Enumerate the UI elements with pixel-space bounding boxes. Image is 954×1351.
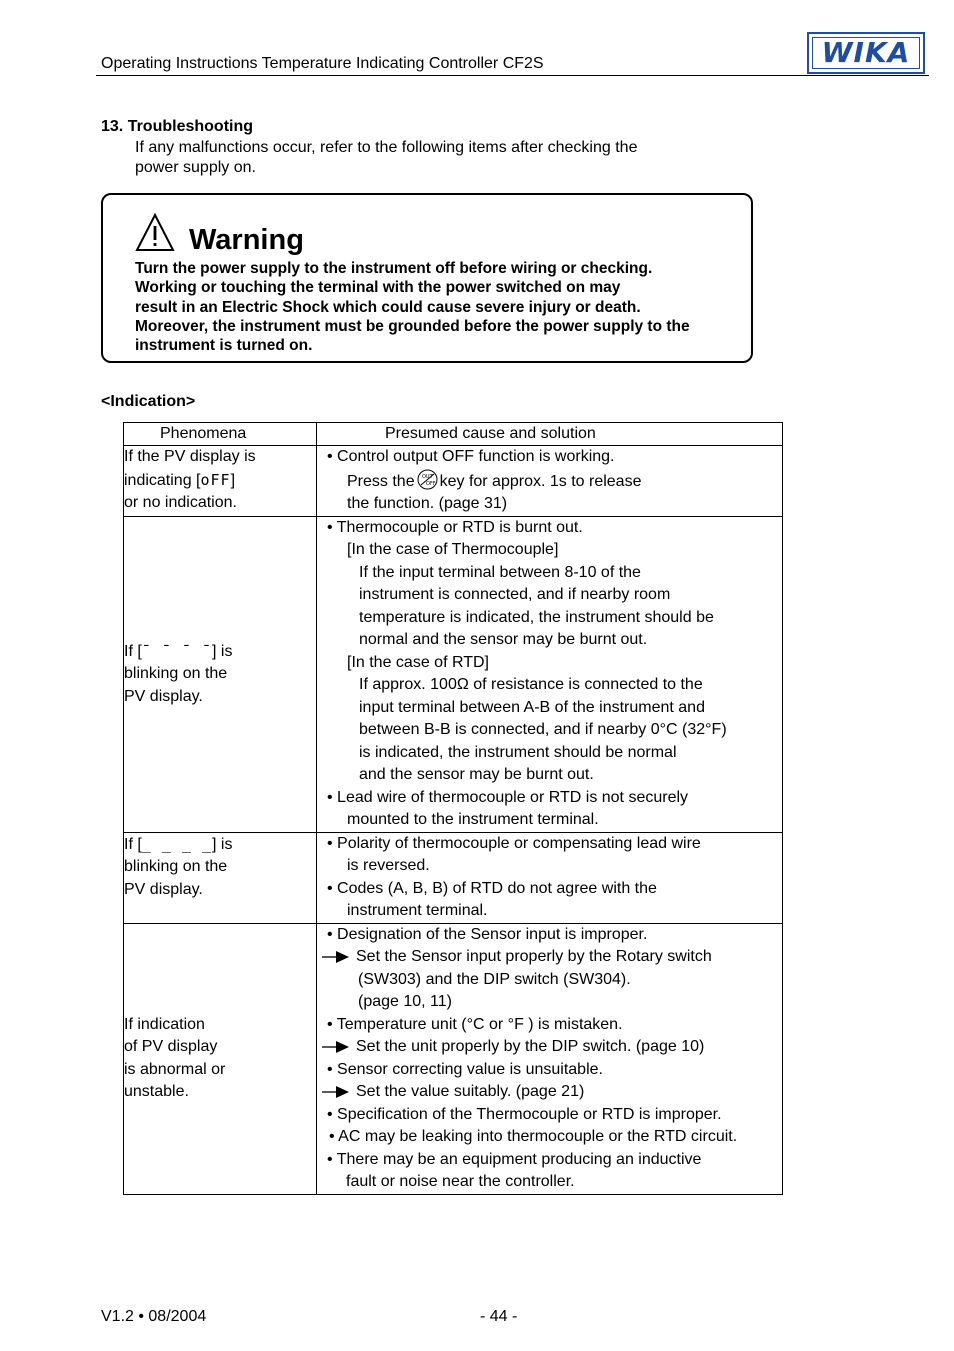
phenomena-line: PV display. [124,880,203,898]
logo-text: WIKA [821,36,911,69]
solution-line: • Lead wire of thermocouple or RTD is not securely [327,788,689,806]
phenomena-text: indicating [ [124,471,201,489]
warning-line: instrument is turned on. [135,337,313,355]
solution-text: Set the Sensor input properly by the Rotary switch [356,948,712,965]
solution-cell [317,446,783,517]
warning-line: Turn the power supply to the instrument off before wiring or checking. [135,260,653,277]
solution-line: [In the case of RTD] [347,653,489,671]
table-row [124,923,783,1194]
solution-line: between B-B is connected, and if nearby 0°C (32°F) [359,721,727,738]
out-off-key-icon [417,469,438,490]
phenomena-line [124,469,316,493]
arrow-right-icon [322,1085,350,1099]
troubleshooting-table [123,422,783,1195]
phenomena-line: blinking on the [124,665,228,683]
phenomena-text: ] is [212,642,233,660]
section-intro [135,138,695,178]
phenomena-text: If [ [124,835,142,853]
footer-version: V1.2 • 08/2004 [101,1308,207,1325]
solution-line: • There may be an equipment producing an inductive [327,1150,702,1168]
solution-line: input terminal between A-B of the instrument and [359,698,705,716]
solution-line: If approx. 100Ω of resistance is connected to the [359,676,703,693]
solution-line [317,469,782,494]
solution-line: mounted to the instrument terminal. [347,811,599,828]
solution-line: • Specification of the Thermocouple or RTD is improper. [327,1105,722,1123]
column-header-solution: Presumed cause and solution [317,423,783,446]
table-row [124,446,783,517]
phenomena-text: ] [230,471,236,489]
arrow-right-icon [322,1040,350,1054]
phenomena-cell [124,923,317,1194]
phenomena-line: or no indication. [124,494,237,511]
solution-line: If the input terminal between 8-10 of the [359,563,641,581]
solution-line: instrument terminal. [347,902,488,919]
solution-text: key for approx. 1s to release [439,472,642,490]
warning-line: result in an Electric Shock which could cause severe injury or death. [135,298,641,316]
phenomena-line: is abnormal or [124,1060,226,1078]
warning-text [135,259,745,355]
wika-logo [807,32,925,74]
document-header-title: Operating Instructions Temperature Indicating Controller CF2S [101,55,544,72]
phenomena-line [124,833,316,857]
display-code-overscale: ¯ ¯ ¯ ¯ [141,641,212,660]
solution-line: instrument is connected, and if nearby room [359,586,671,603]
solution-line: normal and the sensor may be burnt out. [359,631,648,648]
solution-line: [In the case of Thermocouple] [347,541,559,558]
arrow-right-icon [322,950,350,964]
solution-line: • Control output OFF function is working. [327,448,615,465]
header-divider [96,75,929,76]
solution-cell [317,516,783,832]
solution-line [317,946,782,969]
column-header-phenomena: Phenomena [124,423,317,446]
solution-line: and the sensor may be burnt out. [359,766,594,783]
solution-text: Press the [347,472,415,490]
display-code-underscale: _ _ _ _ [141,834,212,853]
phenomena-line [124,640,316,664]
display-code-off: oFF [200,470,231,489]
solution-line: • Temperature unit (°C or °F ) is mistaken. [327,1015,623,1033]
intro-line: If any malfunctions occur, refer to the following items after checking the [135,139,638,156]
warning-title: Warning [189,224,304,256]
table-row [124,516,783,832]
solution-line [317,1081,782,1104]
solution-line: • AC may be leaking into thermocouple or the RTD circuit. [329,1128,738,1145]
solution-line: • Designation of the Sensor input is improper. [327,925,648,943]
footer-page-number: - 44 - [480,1308,518,1325]
solution-line [317,1036,782,1059]
solution-line: • Codes (A, B, B) of RTD do not agree with the [327,879,657,897]
svg-text:OFF: OFF [425,480,436,487]
intro-line: power supply on. [135,159,256,176]
solution-line: is reversed. [347,857,430,874]
warning-line: Working or touching the terminal with the power switched on may [135,279,621,297]
indication-heading: <Indication> [101,393,196,410]
solution-line: temperature is indicated, the instrument should be [359,608,714,626]
solution-line: the function. (page 31) [347,495,508,512]
svg-text:OUT: OUT [421,473,433,480]
phenomena-cell [124,516,317,832]
solution-line: • Sensor correcting value is unsuitable. [327,1060,603,1078]
solution-cell [317,923,783,1194]
phenomena-text: If [ [124,642,142,660]
phenomena-line: of PV display [124,1038,218,1055]
warning-line: Moreover, the instrument must be grounded before the power supply to the [135,317,690,335]
solution-line: • Polarity of thermocouple or compensating lead wire [327,834,701,852]
phenomena-line: PV display. [124,687,203,705]
solution-line: (SW303) and the DIP switch (SW304). [358,970,631,988]
phenomena-line: unstable. [124,1083,189,1100]
phenomena-line: blinking on the [124,858,228,875]
solution-text: Set the unit properly by the DIP switch. (page 10) [356,1038,705,1055]
phenomena-line: If the PV display is [124,448,256,465]
warning-triangle-icon [135,213,175,253]
solution-line: • Thermocouple or RTD is burnt out. [327,518,583,536]
solution-text: Set the value suitably. (page 21) [356,1083,585,1100]
phenomena-cell [124,832,317,923]
table-header-row [124,423,783,446]
phenomena-line: If indication [124,1015,205,1033]
solution-cell [317,832,783,923]
solution-line: (page 10, 11) [358,993,452,1010]
section-title: 13. Troubleshooting [101,118,254,135]
solution-line: is indicated, the instrument should be normal [359,743,677,761]
phenomena-cell [124,446,317,517]
phenomena-text: ] is [212,835,233,853]
table-row [124,832,783,923]
solution-line: fault or noise near the controller. [346,1173,575,1190]
